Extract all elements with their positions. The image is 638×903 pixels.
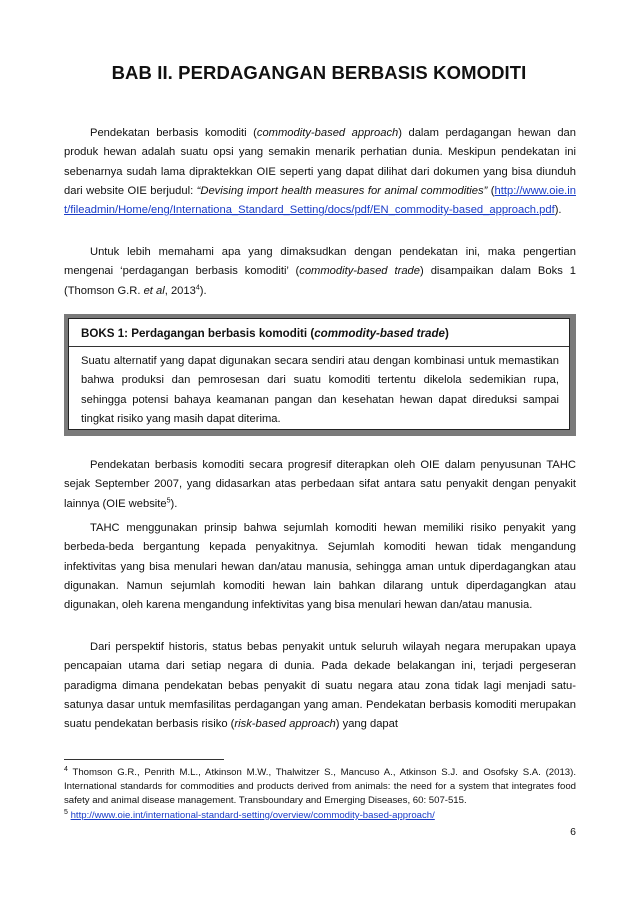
footnote-ref-4: 4 [195, 283, 200, 291]
box-1-title: BOKS 1: Perdagangan berbasis komoditi (commodity-based trade) [81, 327, 449, 340]
box-1-divider [69, 346, 569, 347]
oie-document-link[interactable]: http://www.oie.int/fileadmin/Home/eng/Internationa_Standard_Setting/docs/pdf/EN_commodity-based_approach.pdf [64, 184, 576, 217]
paragraph-1: Pendekatan berbasis komoditi (commodity-based approach) dalam perdagangan hewan dan produk hewan adalah suatu opsi yang semakin menarik perhatian dunia. Meskipun pendekatan ini sebenarnya sudah lama dipraktekkan OIE seperti yang dapat dilihat dari dokumen yang bisa diunduh dari website OIE berjudul: “Devising import health measures for animal commodities” (http://www.oie.int/fileadmin/Home/eng/Internationa_Standard_Setting/docs/pdf/EN_commodity-based_approach.pdf). [64, 127, 576, 217]
box-1-body: Suatu alternatif yang dapat digunakan secara sendiri atau dengan kombinasi untuk memastikan bahwa produksi dan pemrosesan dari suatu komoditi tertentu dikelola sedemikian rupa, sehingga potensi bahaya keamanan pangan dan kesehatan hewan dapat direduksi sampai tingkat risiko yang masih dapat diterima. [81, 355, 559, 425]
footnote-separator [64, 759, 224, 760]
footnote-ref-5: 5 [166, 496, 171, 504]
box-1 [64, 314, 576, 436]
chapter-title: BAB II. PERDAGANGAN BERBASIS KOMODITI [111, 62, 527, 83]
paragraph-5: Dari perspektif historis, status bebas penyakit untuk seluruh wilayah negara merupakan upaya pencapaian utama dari setiap negara di dunia. Pada dekade belakangan ini, terjadi pergeseran paradigma dimana pendekatan bebas penyakit di suatu negara atau zona tidak lagi menjadi satu-satunya dasar untuk memfasilitas perdagangan yang aman. Pendekatan berbasis komoditi merupakan suatu pendekatan berbasis risiko (risk-based approach) yang dapat [64, 641, 576, 731]
footnote-4: $^4$ Thomson G.R., Penrith M.L., Atkinson M.W., Thalwitzer S., Mancuso A., Atkinson S.J. and Osofsky S.A. (2013). International standards for commodities and products derived from animals: the need for a system that integrates food safety and animal disease management. Transboundary and Emerging Diseases, 60: 507-515. [64, 765, 576, 807]
paragraph-2: Untuk lebih memahami apa yang dimaksudkan dengan pendekatan ini, maka pengertian mengenai ‘perdagangan berbasis komoditi’ (commodity-based trade) disampaikan dalam Boks 1 (Thomson G.R. et al, 2013$^4$). [64, 246, 576, 297]
box-1-content [68, 318, 570, 430]
oie-website-link[interactable]: http://www.oie.int/international-standard-setting/overview/commodity-based-approach/ [70, 810, 435, 821]
paragraph-4: TAHC menggunakan prinsip bahwa sejumlah komoditi hewan memiliki risiko penyakit yang berbeda-beda bergantung kepada penyakitnya. Sejumlah komoditi hewan tidak mengandung infektivitas yang bisa menulari hewan dan/atau manusia, sehingga aman untuk diperdagangkan atau digunakan. Namun sejumlah komoditi hewan lain bahkan dilarang untuk diperdagangkan atau digunakan, oleh karena mengandung infektivitas yang bisa menulari hewan dan/atau manusia. [64, 522, 576, 612]
footnote-5: $^5$ http://www.oie.int/international-standard-setting/overview/commodity-based-approach/ [64, 808, 435, 821]
paragraph-3: Pendekatan berbasis komoditi secara progresif diterapkan oleh OIE dalam penyusunan TAHC sejak September 2007, yang didasarkan atas perbedaan sifat antara satu penyakit dengan penyakit lainnya (OIE website$^5$). [64, 459, 576, 510]
page-number: 6 [570, 826, 576, 838]
